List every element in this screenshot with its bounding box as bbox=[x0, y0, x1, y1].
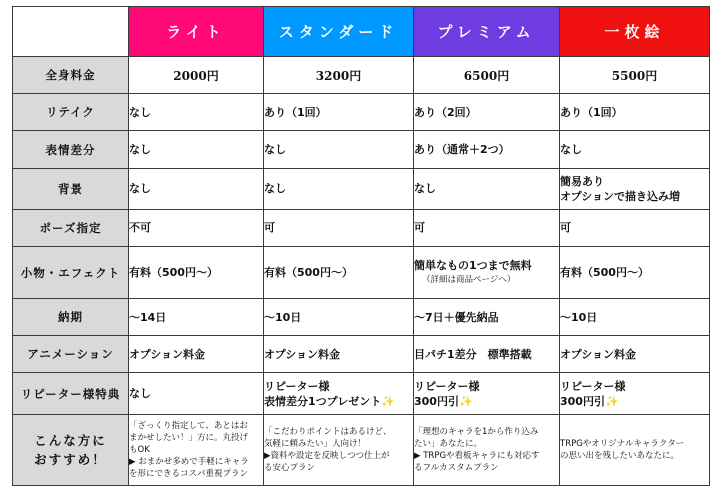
retake-row bbox=[13, 94, 710, 131]
value-cell: オプション料金 bbox=[129, 336, 264, 373]
recommend-note bbox=[560, 414, 710, 485]
value-line bbox=[560, 394, 709, 409]
recommend-row bbox=[13, 414, 710, 485]
plan-header-standard: スタンダード bbox=[264, 7, 414, 57]
row-label: 背景 bbox=[13, 168, 129, 209]
value-cell: 可 bbox=[560, 209, 710, 246]
pricing-table bbox=[12, 6, 710, 486]
row-label: リピーター様特典 bbox=[13, 373, 129, 414]
value-cell: ～7日＋優先納品 bbox=[414, 299, 560, 336]
value-cell: あり（通常＋2つ） bbox=[414, 131, 560, 168]
value-cell: あり（2回） bbox=[414, 94, 560, 131]
value-cell bbox=[414, 373, 560, 414]
value-cell: 可 bbox=[264, 209, 414, 246]
note-line: TRPGやオリジナルキャラクター bbox=[560, 438, 685, 449]
value-cell bbox=[414, 246, 560, 298]
note-line: 「ざっくり指定して、あとはお bbox=[129, 420, 248, 431]
value-cell: あり（1回） bbox=[264, 94, 414, 131]
repeater-row bbox=[13, 373, 710, 414]
value-cell: 目パチ1差分 標準搭載 bbox=[414, 336, 560, 373]
corner-cell bbox=[13, 7, 129, 57]
plan-header-premium: プレミアム bbox=[414, 7, 560, 57]
row-label bbox=[13, 414, 129, 485]
value-line bbox=[264, 394, 413, 409]
note-line: たい」あなたに。 bbox=[414, 438, 483, 449]
value-cell bbox=[264, 373, 414, 414]
note-line: るフルカスタムプラン bbox=[414, 462, 499, 473]
value-cell: 不可 bbox=[129, 209, 264, 246]
note-line: る安心プラン bbox=[264, 462, 316, 473]
sparkle-icon: ✨ bbox=[381, 394, 395, 408]
note-line: を形にできるコスパ重視プラン bbox=[129, 468, 249, 479]
value-cell: オプション料金 bbox=[264, 336, 414, 373]
price-row bbox=[13, 57, 710, 94]
note-line: 「理想のキャラを1から作り込み bbox=[414, 426, 539, 437]
value-text: 300円引 bbox=[560, 394, 605, 408]
value-cell: なし bbox=[129, 94, 264, 131]
value-cell: なし bbox=[129, 373, 264, 414]
value-cell: ～10日 bbox=[264, 299, 414, 336]
price-cell: 2000円 bbox=[129, 57, 264, 94]
value-cell: オプション料金 bbox=[560, 336, 710, 373]
animation-row bbox=[13, 336, 710, 373]
row-label: リテイク bbox=[13, 94, 129, 131]
note-line: ▶ おまかせ多めで手軽にキャラ bbox=[129, 456, 249, 467]
value-cell: 可 bbox=[414, 209, 560, 246]
recommend-note bbox=[264, 414, 414, 485]
plan-header-row bbox=[13, 7, 710, 57]
label-line: おすすめ！ bbox=[34, 451, 107, 467]
note-line: もOK bbox=[129, 444, 150, 455]
row-label: 小物・エフェクト bbox=[13, 246, 129, 298]
expression-row bbox=[13, 131, 710, 168]
note-line: 「こだわりポイントはあるけど、 bbox=[264, 426, 392, 437]
value-cell: なし bbox=[414, 168, 560, 209]
value-cell: なし bbox=[264, 168, 414, 209]
recommend-note bbox=[414, 414, 560, 485]
sparkle-icon: ✨ bbox=[458, 394, 473, 408]
value-cell: ～14日 bbox=[129, 299, 264, 336]
value-cell: なし bbox=[129, 131, 264, 168]
price-cell: 5500円 bbox=[560, 57, 710, 94]
row-label: 全身料金 bbox=[13, 57, 129, 94]
sparkle-icon: ✨ bbox=[604, 394, 619, 408]
props-row bbox=[13, 246, 710, 298]
note-line: の思い出を残したいあなたに。 bbox=[560, 450, 680, 461]
value-text: 表情差分1つプレゼント bbox=[264, 394, 382, 408]
row-label: 表情差分 bbox=[13, 131, 129, 168]
background-row bbox=[13, 168, 710, 209]
value-cell: なし bbox=[560, 131, 710, 168]
note-line: ▶ TRPGや看板キャラにも対応す bbox=[414, 450, 540, 461]
value-cell bbox=[560, 168, 710, 209]
value-line: オプションで描き込み増 bbox=[560, 189, 681, 203]
value-cell: ～10日 bbox=[560, 299, 710, 336]
value-line: リピーター様 bbox=[264, 379, 330, 393]
value-subnote: （詳細は商品ページへ） bbox=[422, 274, 516, 285]
price-cell: 3200円 bbox=[264, 57, 414, 94]
recommend-note bbox=[129, 414, 264, 485]
plan-header-single: 一枚絵 bbox=[560, 7, 710, 57]
value-line: 簡易あり bbox=[560, 174, 604, 188]
value-cell: 有料（500円～） bbox=[129, 246, 264, 298]
value-line: リピーター様 bbox=[560, 379, 626, 393]
value-cell bbox=[560, 373, 710, 414]
row-label: ポーズ指定 bbox=[13, 209, 129, 246]
value-cell: なし bbox=[129, 168, 264, 209]
note-line: ▶資料や設定を反映しつつ仕上が bbox=[264, 450, 390, 461]
value-text: 300円引 bbox=[414, 394, 459, 408]
value-line bbox=[414, 394, 559, 409]
row-label: アニメーション bbox=[13, 336, 129, 373]
label-line: こんな方に bbox=[34, 432, 107, 448]
value-cell: あり（1回） bbox=[560, 94, 710, 131]
value-cell: なし bbox=[264, 131, 414, 168]
value-line: リピーター様 bbox=[414, 379, 480, 393]
value-line: 簡単なもの1つまで無料 bbox=[414, 258, 532, 272]
note-line: 気軽に頼みたい」人向け！ bbox=[264, 438, 367, 449]
plan-header-light: ライト bbox=[129, 7, 264, 57]
row-label: 納期 bbox=[13, 299, 129, 336]
delivery-row bbox=[13, 299, 710, 336]
value-cell: 有料（500円～） bbox=[560, 246, 710, 298]
pose-row bbox=[13, 209, 710, 246]
price-cell: 6500円 bbox=[414, 57, 560, 94]
note-line: まかせしたい！」方に。丸投げ bbox=[129, 432, 249, 443]
value-cell: 有料（500円～） bbox=[264, 246, 414, 298]
